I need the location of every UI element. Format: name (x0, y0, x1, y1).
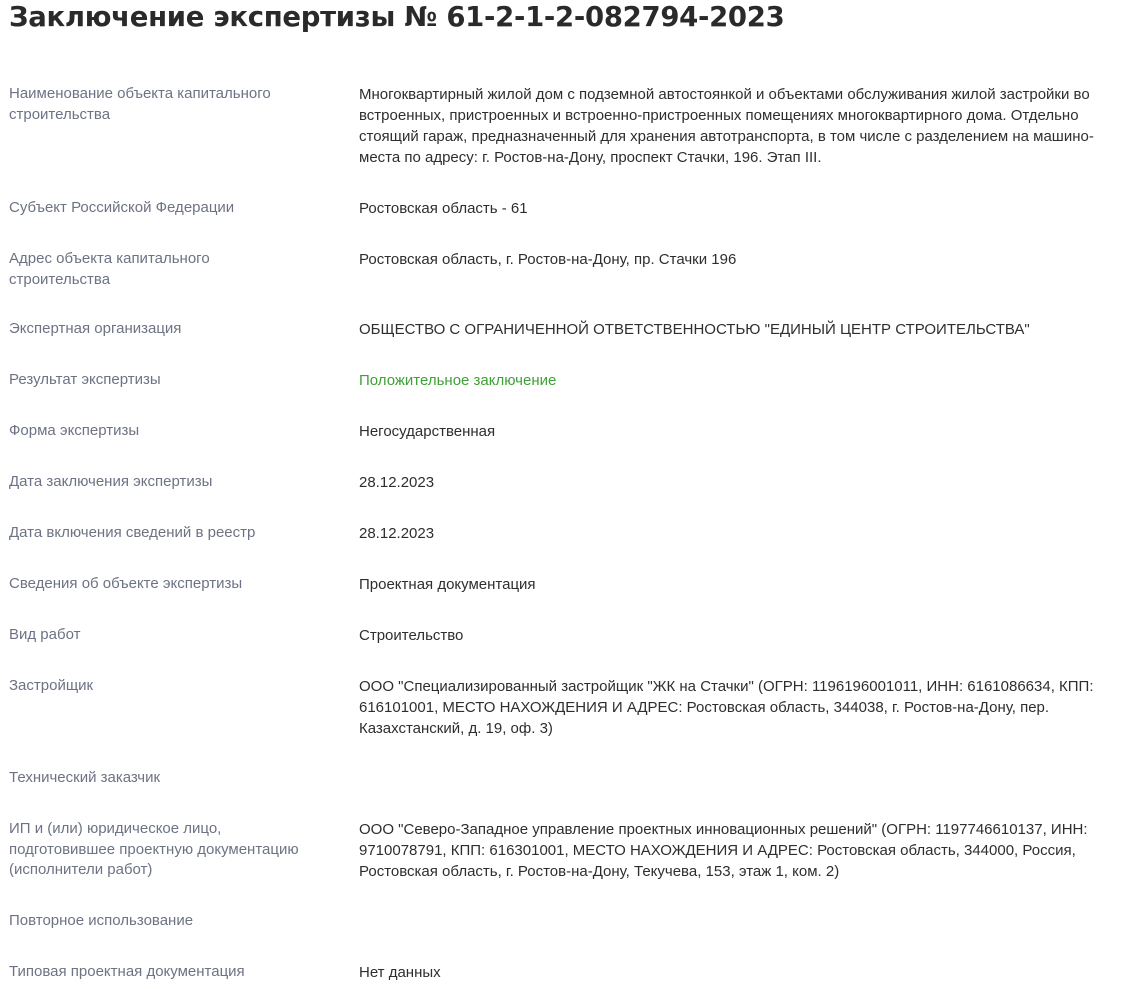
field-value: Проектная документация (359, 576, 536, 593)
field-label: Дата включения сведений в реестр (9, 524, 256, 541)
field-label: Типовая проектная документация (9, 963, 245, 980)
field-value: ОБЩЕСТВО С ОГРАНИЧЕННОЙ ОТВЕТСТВЕННОСТЬЮ "ЕДИНЫЙ ЦЕНТР СТРОИТЕЛЬСТВА" (359, 321, 1030, 338)
field-label: Наименование объекта капитального строительства (9, 85, 271, 123)
field-label: Субъект Российской Федерации (9, 199, 235, 216)
field-value: Многоквартирный жилой дом с подземной автостоянкой и объектами обслуживания жилой застройки во встроенных, пристроенных и встроенно-пристроенных помещениях многоквартирного дома. Отдельно стоящий гараж, предназначенный для хранения автотранспорта, в том числе с разделением на машино-места по адресу: г. Ростов-на-Дону, проспект Стачки, 196. Этап III. (359, 86, 1094, 166)
field-label: Сведения об объекте экспертизы (9, 575, 243, 592)
field-value: 28.12.2023 (359, 525, 435, 542)
field-label: Адрес объекта капитального строительства (9, 250, 210, 288)
field-value: Строительство (359, 627, 464, 644)
field-value: ООО "Северо-Западное управление проектных инновационных решений" (ОГРН: 1197746610137, ИНН: 9710078791, КПП: 616301001, МЕСТО НАХОЖДЕНИЯ И АДРЕС: Ростовская область, 344000, Россия, Ростовская область, г. Ростов-на-Дону, Текучева, 153, этаж 1, ком. 2) (359, 821, 1088, 880)
field-value: Ростовская область - 61 (359, 200, 528, 217)
field-label: Дата заключения экспертизы (9, 473, 213, 490)
field-value: Нет данных (359, 964, 441, 981)
field-value: Ростовская область, г. Ростов-на-Дону, пр. Стачки 196 (359, 251, 737, 268)
field-value: Негосударственная (359, 423, 496, 440)
field-label: Результат экспертизы (9, 371, 161, 388)
field-value: ООО "Специализированный застройщик "ЖК на Стачки" (ОГРН: 1196196001011, ИНН: 6161086634, КПП: 616101001, МЕСТО НАХОЖДЕНИЯ И АДРЕС: Ростовская область, 344038, г. Ростов-на-Дону, пер. Казахстанский, д. 19, оф. 3) (359, 678, 1094, 737)
field-label: Экспертная организация (9, 320, 182, 337)
status-result: Положительное заключение (359, 372, 557, 389)
field-label: Повторное использование (9, 912, 194, 929)
field-label: ИП и (или) юридическое лицо, подготовившее проектную документацию (исполнители работ) (9, 820, 299, 878)
page-title: Заключение экспертизы № 61-2-1-2-082794-2023 (9, 1, 785, 33)
field-label: Технический заказчик (9, 769, 161, 786)
field-value: 28.12.2023 (359, 474, 435, 491)
field-label: Форма экспертизы (9, 422, 140, 439)
field-label: Застройщик (9, 677, 94, 694)
field-label: Вид работ (9, 626, 81, 643)
